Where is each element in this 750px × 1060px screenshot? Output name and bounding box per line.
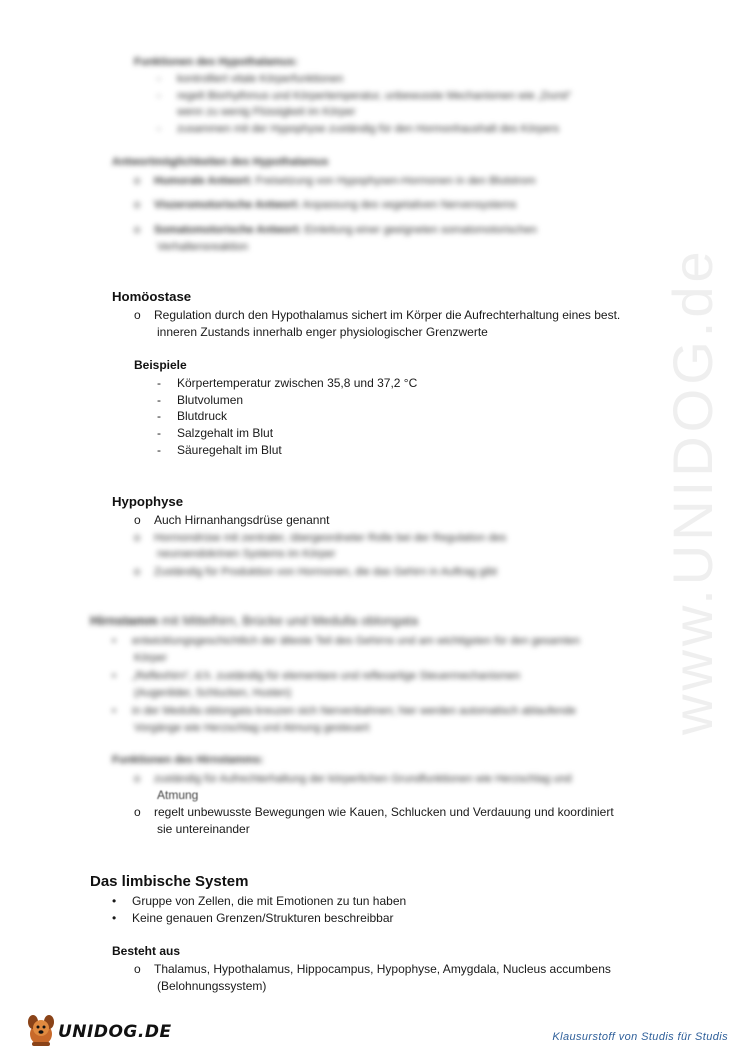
list-item: o zuständig für Aufrechterhaltung der körperlichen Grundfunktionen wie Herzschlag und (134, 773, 572, 785)
brand-name: UNIDOG.DE (58, 1022, 172, 1042)
list-item: o Zuständig für Produktion von Hormonen, die das Gehirn in Auftrag gibt (134, 566, 498, 578)
list-item: - Salzgehalt im Blut (157, 426, 274, 440)
section-title: Hypophyse (112, 494, 184, 509)
list-item: o Humorale Antwort: Freisetzung von Hypophysen-Hormonen in den Blutstrom (134, 175, 536, 187)
list-item: o Thalamus, Hypothalamus, Hippocampus, Hypophyse, Amygdala, Nucleus accumbens (134, 962, 611, 976)
list-item: o Hormondrüse mit zentraler, übergeordneter Rolle bei der Regulation des (134, 532, 507, 544)
list-item: • Gruppe von Zellen, die mit Emotionen zu tun haben (112, 894, 407, 908)
list-item-continuation: Atmung (157, 788, 199, 802)
list-item-continuation: wenn zu wenig Flüssigkeit im Körper (177, 106, 356, 118)
list-item: - Blutdruck (157, 409, 228, 423)
subheading-functions: Funktionen des Hirnstamms: (112, 754, 264, 766)
list-item: - Körpertemperatur zwischen 35,8 und 37,2 °C (157, 376, 418, 390)
list-item-continuation: Körper (134, 652, 168, 664)
list-item-continuation: inneren Zustands innerhalb enger physiologischer Grenzwerte (157, 325, 488, 339)
list-item: • „Reflexhirn“, d.h. zuständig für elementare und reflexartige Steuermechanismen (112, 670, 521, 682)
list-item: o Viszeromotorische Antwort: Anpassung des vegetativen Nervensystems (134, 199, 517, 211)
list-item: - Säuregehalt im Blut (157, 443, 282, 457)
subheading-beispiele: Beispiele (134, 358, 187, 372)
list-item: o Auch Hirnanhangsdrüse genannt (134, 513, 330, 527)
footer-tagline: Klausurstoff von Studis für Studis (552, 1031, 728, 1043)
list-item: • entwicklungsgeschichtlich der älteste Teil des Gehirns und am wichtigsten für den gesamten (112, 635, 580, 647)
section-title: Das limbische System (90, 873, 249, 890)
list-item-continuation: Verhaltensreaktion (157, 241, 249, 253)
list-item: o Somatomotorische Antwort: Einleitung einer geeigneten somatomotorischen (134, 224, 537, 236)
dog-icon (24, 1012, 58, 1048)
heading-hypothalamus-functions: Funktionen des Hypothalamus: (134, 56, 298, 68)
list-item-continuation: (Augenlider, Schlucken, Husten) (134, 687, 292, 699)
list-item: • Keine genauen Grenzen/Strukturen beschreibbar (112, 911, 394, 925)
section-title: Homöostase (112, 289, 192, 304)
list-item: - zusammen mit der Hypophyse zuständig für den Hormonhaushalt des Körpers (157, 123, 560, 135)
subheading-besteht-aus: Besteht aus (112, 944, 181, 958)
list-item: o Regulation durch den Hypothalamus sichert im Körper die Aufrechterhaltung eines best. (134, 308, 621, 322)
list-item-continuation: sie untereinander (157, 822, 250, 836)
list-item-continuation: Vorgänge wie Herzschlag und Atmung gesteuert (134, 722, 370, 734)
watermark-text: www.UNIDOG.de (661, 247, 724, 735)
heading-hypothalamus-responses: Antwortmöglichkeiten des Hypothalamus (112, 156, 329, 168)
list-item: - kontrolliert vitale Körperfunktionen (157, 73, 344, 85)
list-item: • in der Medulla oblongata kreuzen sich Nervenbahnen; hier werden automatisch ablaufende (112, 705, 576, 717)
section-title: Hirnstamm mit Mittelhirn, Brücke und Medulla oblongata (90, 613, 419, 628)
list-item: o regelt unbewusste Bewegungen wie Kauen, Schlucken und Verdauung und koordiniert (134, 805, 614, 819)
list-item: - Blutvolumen (157, 393, 244, 407)
list-item: - regelt Biorhythmus und Körpertemperatur, unbewusste Mechanismen wie „Durst“ (157, 90, 572, 102)
list-item-continuation: neuroendokrinen Systems im Körper (157, 548, 336, 560)
list-item-continuation: (Belohnungssystem) (157, 979, 267, 993)
